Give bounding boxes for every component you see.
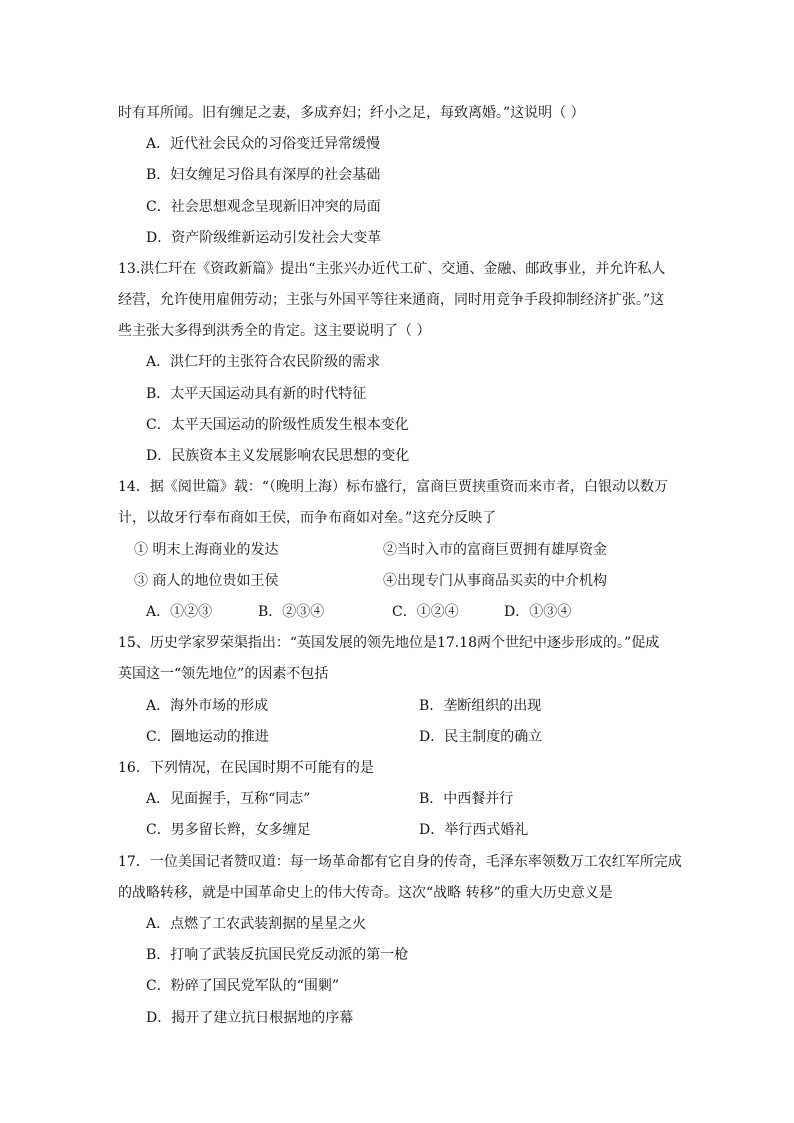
- q15-option-b: B．垄断组织的出现: [419, 698, 542, 714]
- q13-option-b: B．太平天国运动具有新的时代特征: [146, 386, 367, 402]
- q15-option-c: C．圈地运动的推进: [146, 729, 269, 745]
- q14-stem-line-2: 计，以故牙行奉布商如王侯，而争布商如对垒。”这充分反映了: [118, 510, 497, 526]
- q15-option-a: A．海外市场的形成: [146, 698, 269, 714]
- question-12-stem-tail: 时有耳所闻。旧有缠足之妻，多成弃妇；纤小之足，每致离婚。”这说明（ ）: [118, 105, 585, 121]
- q12-option-c: C．社会思想观念呈现新旧冲突的局面: [146, 199, 381, 215]
- q17-option-b: B．打响了武装反抗国民党反动派的第一枪: [146, 947, 409, 963]
- q15-stem-line-2: 英国这一“领先地位”的因素不包括: [118, 666, 329, 682]
- q16-option-d: D．举行西式婚礼: [419, 822, 529, 838]
- q14-option-d: D．①③④: [504, 604, 572, 620]
- q16-option-c: C．男多留长辫，女多缠足: [146, 822, 311, 838]
- q14-option-b: B．②③④: [258, 604, 325, 620]
- q13-option-c: C．太平天国运动的阶级性质发生根本变化: [146, 417, 409, 433]
- q16-stem-line-1: 16．下列情况，在民国时期不可能有的是: [118, 760, 374, 776]
- q13-option-a: A．洪仁玕的主张符合农民阶级的需求: [146, 354, 381, 370]
- q14-option-c: C．①②④: [392, 604, 459, 620]
- q14-item-4: ④出现专门从事商品买卖的中介机构: [383, 573, 607, 589]
- q16-option-a: A．见面握手，互称“同志”: [146, 791, 311, 807]
- q13-stem-line-2: 经营，允许使用雇佣劳动；主张与外国平等往来通商，同时用竞争手段抑制经济扩张。”这: [118, 292, 665, 308]
- q17-stem-line-2: 的战略转移，就是中国革命史上的伟大传奇。这次“战略 转移”的重大历史意义是: [118, 885, 613, 901]
- q14-item-1: ① 明末上海商业的发达: [134, 542, 279, 558]
- q14-stem-line-1: 14．据《阅世篇》载：“（晚明上海）标布盛行，富商巨贾挟重资而来市者，白银动以数万: [118, 479, 668, 495]
- q17-stem-line-1: 17．一位美国记者赞叹道：每一场革命都有它自身的传奇，毛泽东率领数万工农红军所完成: [118, 854, 682, 870]
- q15-option-d: D．民主制度的确立: [419, 729, 543, 745]
- q16-option-b: B．中西餐并行: [419, 791, 514, 807]
- q17-option-a: A．点燃了工农武装割据的星星之火: [146, 916, 367, 932]
- q12-option-d: D．资产阶级维新运动引发社会大变革: [146, 230, 382, 246]
- q14-option-a: A．①②③: [146, 604, 213, 620]
- q13-option-d: D．民族资本主义发展影响农民思想的变化: [146, 448, 410, 464]
- q12-option-a: A．近代社会民众的习俗变迁异常缓慢: [146, 136, 381, 152]
- q17-option-d: D．揭开了建立抗日根据地的序幕: [146, 1010, 354, 1026]
- q13-stem-line-1: 13.洪仁玕在《资政新篇》提出“主张兴办近代工矿、交通、金融、邮政事业，并允许私人: [118, 261, 666, 277]
- q15-stem-line-1: 15、历史学家罗荣渠指出：“英国发展的领先地位是17.18两个世纪中逐步形成的。”促成: [118, 635, 660, 651]
- q12-option-b: B．妇女缠足习俗具有深厚的社会基础: [146, 167, 381, 183]
- q14-item-2: ②当时入市的富商巨贾拥有雄厚资金: [383, 542, 607, 558]
- q14-item-3: ③ 商人的地位贵如王侯: [134, 573, 279, 589]
- q13-stem-line-3: 些主张大多得到洪秀全的肯定。这主要说明了（ ）: [118, 323, 431, 339]
- q17-option-c: C．粉碎了国民党军队的“围剿”: [146, 978, 340, 994]
